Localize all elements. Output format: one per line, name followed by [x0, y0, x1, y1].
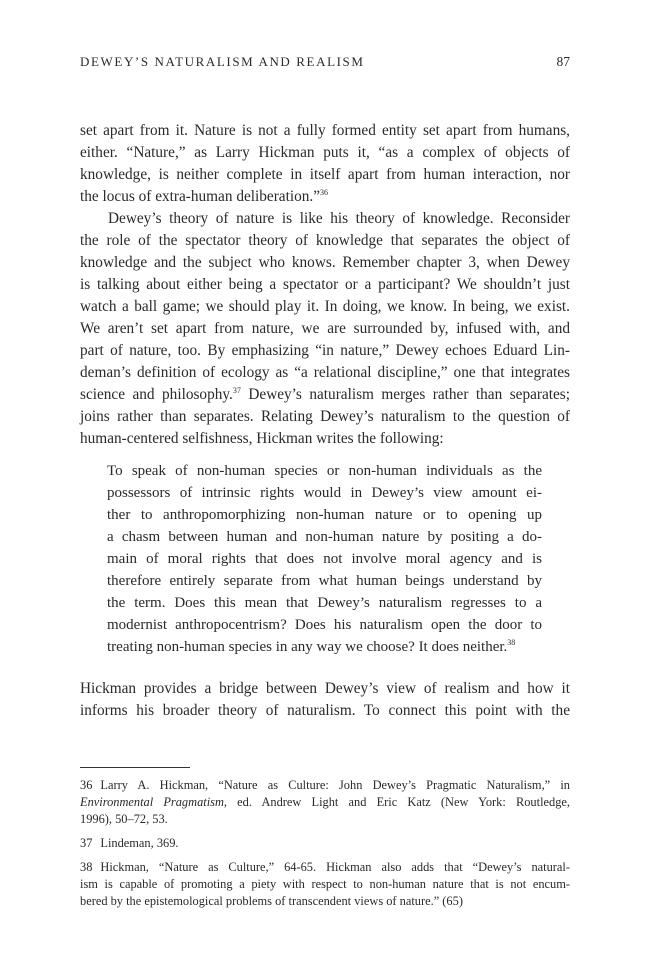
- footnotes: [80, 777, 570, 917]
- footnote-ref-37[interactable]: 37: [232, 386, 241, 395]
- footnote-line: 37 Lindeman, 369.: [80, 836, 179, 850]
- running-header: [80, 54, 570, 74]
- quote-line: To speak of non-human species or non-human individuals as the: [107, 463, 542, 479]
- main-text: [80, 120, 570, 450]
- quote-line: main of moral rights that does not involve moral agency and is: [107, 551, 542, 567]
- running-head-title: DEWEY’S NATURALISM AND REALISM: [80, 54, 365, 69]
- closing-paragraph: [80, 678, 570, 722]
- quote-line: a chasm between human and non-human nature by positing a do-: [107, 529, 542, 545]
- paragraph-line: human-centered selfishness, Hickman writes the following:: [80, 430, 444, 447]
- paragraph-line: part of nature, too. By emphasizing “in nature,” Dewey echoes Eduard Lin-: [80, 342, 570, 359]
- quote-line: possessors of intrinsic rights would in Dewey’s view amount ei-: [107, 485, 542, 501]
- footnote-ref-38[interactable]: 38: [507, 638, 516, 647]
- paragraph-line: is talking about either being a spectator or a participant? We shouldn’t just: [80, 276, 570, 293]
- paragraph-line: the role of the spectator theory of knowledge that separates the object of: [80, 232, 570, 249]
- footnote-ref-36[interactable]: 36: [320, 188, 328, 197]
- paragraph-line: joins rather than separates. Relating Dewey’s naturalism to the question of: [80, 408, 570, 425]
- footnote-number: 36: [80, 778, 93, 792]
- footnote-line: 38 Hickman, “Nature as Culture,” 64-65. Hickman also adds that “Dewey’s natural-: [80, 860, 570, 874]
- quote-line: therefore entirely separate from what human beings understand by: [107, 573, 542, 589]
- paragraph-line: the locus of extra-human deliberation.”$^{36}$: [80, 188, 328, 205]
- paragraph-line: either. “Nature,” as Larry Hickman puts it, “as a complex of objects of: [80, 144, 570, 161]
- paragraph-line: set apart from it. Nature is not a fully formed entity set apart from humans,: [80, 122, 570, 139]
- paragraph-line: knowledge and the subject who knows. Remember chapter 3, when Dewey: [80, 254, 570, 271]
- quote-line: the term. Does this mean that Dewey’s naturalism regresses to a: [107, 595, 542, 611]
- footnote-line: 1996), 50–72, 53.: [80, 812, 168, 826]
- page-number: 87: [556, 54, 570, 69]
- paragraph-line: informs his broader theory of naturalism. To connect this point with the: [80, 702, 570, 719]
- footnote-line: 36 Larry A. Hickman, “Nature as Culture: John Dewey’s Pragmatic Naturalism,” in: [80, 778, 570, 792]
- paragraph-line: science and philosophy.$^{37}$ Dewey’s naturalism merges rather than separates;: [80, 386, 571, 403]
- quote-line: treating non-human species in any way we choose? It does neither.$^{38}$: [107, 638, 516, 655]
- block-quote: [107, 460, 542, 658]
- paragraph-line: Dewey’s theory of nature is like his theory of knowledge. Reconsider: [108, 210, 570, 227]
- footnote-number: 37: [80, 836, 93, 850]
- paragraph-line: knowledge, is neither complete in itself apart from human interaction, nor: [80, 166, 570, 183]
- paragraph-line: We aren’t set apart from nature, we are surrounded by, infused with, and: [80, 320, 570, 337]
- footnote-line: bered by the epistemological problems of transcendent views of nature.” (65): [80, 894, 463, 908]
- footnote-number: 38: [80, 860, 93, 874]
- paragraph-line: deman’s definition of ecology as “a relational discipline,” one that integrates: [80, 364, 570, 381]
- quote-line: ther to anthropomorphizing non-human nature or to opening up: [107, 507, 542, 523]
- footnote-36: [80, 777, 570, 828]
- footnote-38: [80, 859, 570, 910]
- quote-line: modernist anthropocentrism? Does his naturalism open the door to: [107, 617, 542, 633]
- footnote-line: ism is capable of promoting a piety with respect to non-human nature that is not encum-: [80, 877, 570, 891]
- paragraph-line: watch a ball game; we should play it. In doing, we know. In being, we exist.: [80, 298, 570, 315]
- footnote-divider: [80, 767, 190, 768]
- paragraph-line: Hickman provides a bridge between Dewey’s view of realism and how it: [80, 680, 570, 697]
- footnote-37: [80, 835, 570, 852]
- book-title: Environmental Pragmatism: [80, 795, 224, 809]
- footnote-line: Environmental Pragmatism, ed. Andrew Light and Eric Katz (New York: Routledge,: [80, 795, 570, 809]
